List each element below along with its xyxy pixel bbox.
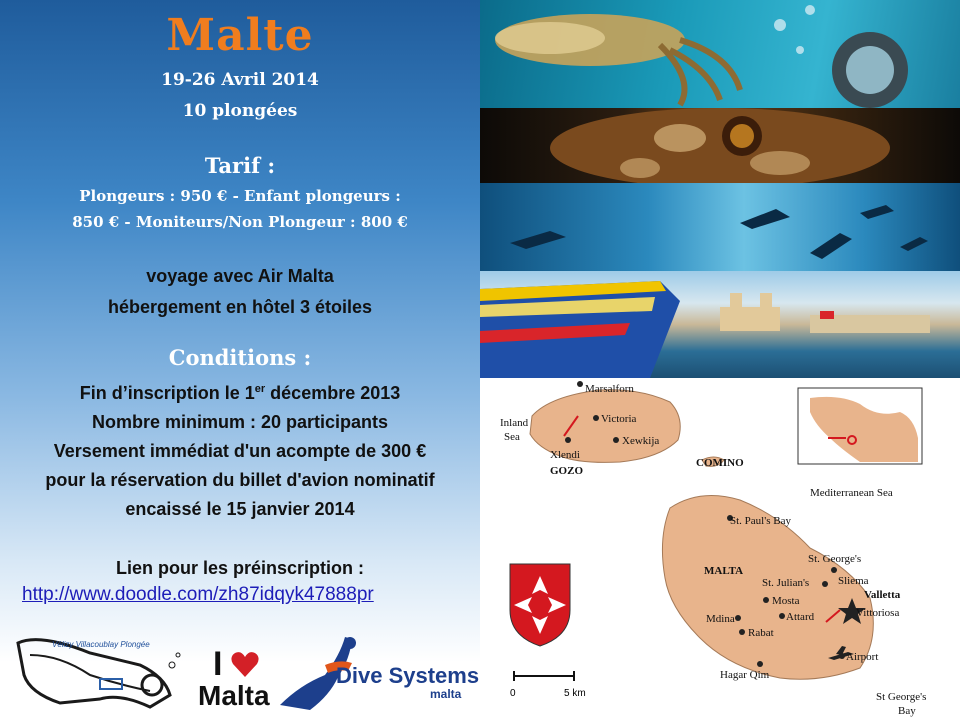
dive-systems-text: Dive Systems bbox=[336, 663, 480, 688]
tarif-heading: Tarif : bbox=[204, 153, 276, 178]
map-scale bbox=[510, 671, 586, 699]
label-hagar-qim: Hagar Qim bbox=[720, 669, 770, 681]
tarif-line-2: 850 € - Moniteurs/Non Plongeur : 800 € bbox=[72, 213, 408, 231]
label-mediterranean: Mediterranean Sea bbox=[810, 487, 893, 499]
label-xlendi: Xlendi bbox=[550, 449, 580, 461]
malta-logo-text: Malta bbox=[198, 680, 270, 711]
condition-line-1-sup: er bbox=[254, 383, 266, 395]
travel-line-1: voyage avec Air Malta bbox=[146, 266, 334, 286]
maltese-cross-shield-icon bbox=[510, 564, 570, 646]
label-st-georges-bay-2: Bay bbox=[898, 705, 916, 717]
label-xewkija: Xewkija bbox=[622, 435, 660, 447]
club-diver-logo bbox=[0, 625, 190, 720]
condition-ticket: pour la réservation du billet d'avion nominatif bbox=[45, 470, 435, 490]
label-rabat: Rabat bbox=[748, 627, 774, 639]
conditions-heading: Conditions : bbox=[168, 345, 312, 370]
travel-line-2: hébergement en hôtel 3 étoiles bbox=[107, 297, 373, 317]
dive-count: 10 plongées bbox=[182, 101, 298, 121]
label-mosta: Mosta bbox=[772, 595, 800, 607]
grouper-illustration bbox=[480, 108, 960, 183]
condition-line-1-text: Fin d’inscription le 1 bbox=[79, 383, 255, 403]
cuttlefish-illustration bbox=[480, 0, 960, 108]
label-mdina: Mdina bbox=[706, 613, 735, 625]
label-victoria: Victoria bbox=[601, 413, 637, 425]
preinscription-label: Lien pour les préinscription : bbox=[115, 558, 365, 578]
malta-map bbox=[480, 378, 960, 720]
label-vittoriosa: Vittoriosa bbox=[856, 607, 900, 619]
condition-cashed-date: encaissé le 15 janvier 2014 bbox=[125, 499, 355, 519]
club-logo-text: Vélizy Villacoublay Plongée bbox=[52, 640, 150, 649]
dive-systems-sub-text: malta bbox=[430, 687, 462, 701]
condition-deposit: Versement immédiat d'un acompte de 300 € bbox=[53, 441, 427, 461]
label-malta: MALTA bbox=[704, 565, 744, 577]
label-st-pauls-bay: St. Paul's Bay bbox=[730, 515, 791, 527]
label-valletta: Valletta bbox=[864, 589, 901, 601]
label-inland-sea-2: Sea bbox=[504, 431, 520, 443]
condition-line-1-end: décembre 2013 bbox=[265, 383, 401, 403]
heart-icon bbox=[230, 651, 260, 679]
photo-cuttlefish-diver bbox=[480, 0, 960, 108]
label-airport: Airport bbox=[846, 651, 879, 663]
preinscription-link[interactable]: http://www.doodle.com/zh87idqyk47888pr bbox=[22, 584, 374, 605]
map-svg bbox=[480, 378, 960, 720]
photo-grouper bbox=[480, 108, 960, 183]
page-title: Malte bbox=[166, 10, 314, 61]
label-marsalforn: Marsalforn bbox=[585, 383, 634, 395]
label-sliema: Sliema bbox=[838, 575, 869, 587]
label-comino: COMINO bbox=[696, 457, 744, 469]
photo-harbour bbox=[480, 271, 960, 378]
scale-start: 0 bbox=[510, 688, 516, 699]
trip-dates: 19-26 Avril 2014 bbox=[161, 70, 319, 90]
sponsor-logos bbox=[0, 625, 480, 720]
tarif-line-1: Plongeurs : 950 € - Enfant plongeurs : bbox=[79, 187, 401, 205]
info-panel bbox=[0, 0, 480, 720]
label-st-georges: St. George's bbox=[808, 553, 862, 565]
label-st-julians: St. Julian's bbox=[762, 577, 810, 589]
label-st-georges-bay-1: St George's bbox=[876, 691, 927, 703]
condition-registration-deadline bbox=[0, 383, 480, 404]
label-inland-sea-1: Inland bbox=[500, 417, 529, 429]
condition-minimum: Nombre minimum : 20 participants bbox=[91, 412, 389, 432]
photo-strip bbox=[480, 0, 960, 378]
photo-divers-group bbox=[480, 183, 960, 271]
scale-end: 5 km bbox=[564, 688, 586, 699]
divers-silhouettes bbox=[480, 183, 960, 271]
label-gozo: GOZO bbox=[550, 465, 584, 477]
harbour-illustration bbox=[480, 271, 960, 378]
label-attard: Attard bbox=[786, 611, 815, 623]
i-love-text: I bbox=[213, 645, 223, 683]
